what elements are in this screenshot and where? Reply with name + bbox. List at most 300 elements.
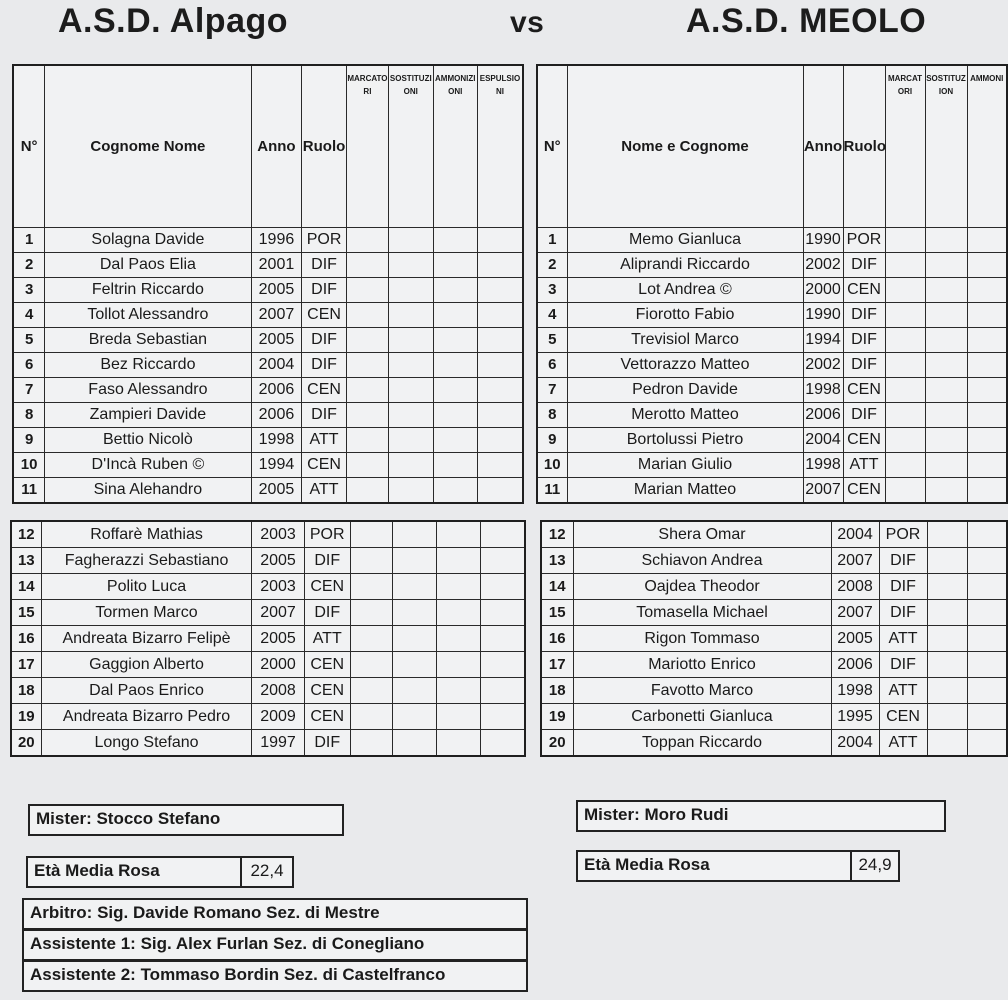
player-year: 2005: [252, 626, 304, 652]
empty-cell: [350, 600, 392, 626]
player-name: Oajdea Theodor: [573, 574, 831, 600]
col-num-header: N°: [537, 65, 567, 228]
empty-cell: [433, 453, 477, 478]
table-row: [13, 403, 523, 428]
empty-cell: [967, 478, 1007, 504]
player-name: Marian Giulio: [567, 453, 803, 478]
empty-cell: [477, 278, 523, 303]
empty-cell: [389, 378, 433, 403]
player-name: Longo Stefano: [41, 730, 252, 757]
player-name: Andreata Bizarro Felipè: [41, 626, 252, 652]
player-role: CEN: [879, 704, 927, 730]
empty-cell: [433, 428, 477, 453]
player-name: Fiorotto Fabio: [567, 303, 803, 328]
official-name: Sig. Davide Romano: [97, 903, 262, 922]
empty-cell: [925, 353, 967, 378]
empty-cell: [925, 478, 967, 504]
player-role: DIF: [843, 328, 885, 353]
empty-cell: [350, 704, 392, 730]
home-coach-label: Mister:: [36, 809, 92, 828]
player-name: Fagherazzi Sebastiano: [41, 548, 252, 574]
player-name: Dal Paos Enrico: [41, 678, 252, 704]
table-row: [537, 303, 1007, 328]
table-row: [537, 253, 1007, 278]
col-role-header: Ruolo: [843, 65, 885, 228]
player-year: 1998: [803, 378, 843, 403]
player-role: DIF: [879, 574, 927, 600]
empty-cell: [967, 678, 1007, 704]
player-year: 2000: [803, 278, 843, 303]
empty-cell: [967, 278, 1007, 303]
player-role: DIF: [843, 353, 885, 378]
empty-cell: [925, 403, 967, 428]
player-year: 2006: [251, 378, 302, 403]
empty-cell: [481, 626, 525, 652]
empty-cell: [392, 521, 436, 548]
empty-cell: [350, 521, 392, 548]
player-year: 1996: [251, 228, 302, 253]
table-row: [13, 278, 523, 303]
player-number: 4: [537, 303, 567, 328]
official-assistant-2: [22, 960, 528, 992]
player-role: CEN: [304, 704, 350, 730]
player-name: Memo Gianluca: [567, 228, 803, 253]
empty-cell: [927, 730, 967, 757]
player-role: DIF: [879, 652, 927, 678]
home-subs-body: [11, 521, 525, 756]
player-name: Zampieri Davide: [45, 403, 251, 428]
empty-cell: [967, 253, 1007, 278]
player-name: Trevisiol Marco: [567, 328, 803, 353]
player-role: CEN: [302, 453, 346, 478]
player-year: 2007: [803, 478, 843, 504]
empty-cell: [433, 278, 477, 303]
player-role: CEN: [302, 378, 346, 403]
empty-cell: [389, 403, 433, 428]
official-role: Arbitro:: [30, 903, 93, 922]
table-row: [11, 704, 525, 730]
empty-cell: [346, 403, 388, 428]
away-starters-table: [536, 64, 1008, 504]
empty-cell: [967, 403, 1007, 428]
col-ammonizioni-header: AMMONI: [967, 65, 1007, 228]
home-starters-table: [12, 64, 524, 504]
player-name: Andreata Bizarro Pedro: [41, 704, 252, 730]
empty-cell: [927, 626, 967, 652]
player-number: 6: [537, 353, 567, 378]
empty-cell: [437, 704, 481, 730]
player-role: ATT: [304, 626, 350, 652]
table-row: [13, 228, 523, 253]
player-year: 1990: [803, 228, 843, 253]
player-name: Roffarè Mathias: [41, 521, 252, 548]
player-number: 3: [537, 278, 567, 303]
player-name: Solagna Davide: [45, 228, 251, 253]
player-year: 2005: [252, 548, 304, 574]
table-row: [13, 328, 523, 353]
player-number: 15: [541, 600, 573, 626]
empty-cell: [477, 303, 523, 328]
player-name: Mariotto Enrico: [573, 652, 831, 678]
empty-cell: [433, 378, 477, 403]
empty-cell: [885, 253, 925, 278]
table-row: [541, 730, 1007, 757]
empty-cell: [389, 253, 433, 278]
player-number: 18: [541, 678, 573, 704]
player-role: CEN: [304, 574, 350, 600]
player-year: 2003: [252, 574, 304, 600]
empty-cell: [433, 478, 477, 504]
player-role: POR: [304, 521, 350, 548]
table-row: [13, 453, 523, 478]
official-section: Sez. di Mestre: [266, 903, 380, 922]
empty-cell: [350, 548, 392, 574]
table-row: [13, 428, 523, 453]
empty-cell: [967, 428, 1007, 453]
table-row: [11, 574, 525, 600]
empty-cell: [389, 478, 433, 504]
empty-cell: [481, 652, 525, 678]
player-year: 2001: [251, 253, 302, 278]
player-number: 1: [537, 228, 567, 253]
col-year-header: Anno: [803, 65, 843, 228]
player-year: 1998: [831, 678, 879, 704]
player-number: 14: [541, 574, 573, 600]
empty-cell: [346, 303, 388, 328]
official-assistant-1: [22, 929, 528, 961]
player-number: 20: [11, 730, 41, 757]
player-number: 10: [13, 453, 45, 478]
empty-cell: [885, 428, 925, 453]
player-name: Feltrin Riccardo: [45, 278, 251, 303]
player-name: Breda Sebastian: [45, 328, 251, 353]
empty-cell: [437, 730, 481, 757]
empty-cell: [346, 378, 388, 403]
player-role: CEN: [843, 478, 885, 504]
table-row: [537, 278, 1007, 303]
official-referee: [22, 898, 528, 930]
empty-cell: [392, 704, 436, 730]
empty-cell: [477, 353, 523, 378]
player-role: CEN: [843, 378, 885, 403]
player-name: Shera Omar: [573, 521, 831, 548]
player-year: 2008: [252, 678, 304, 704]
player-name: Lot Andrea ©: [567, 278, 803, 303]
player-number: 12: [11, 521, 41, 548]
player-name: Merotto Matteo: [567, 403, 803, 428]
home-avg-label: Età Media Rosa: [34, 861, 160, 880]
table-row: [11, 521, 525, 548]
player-name: Sina Alehandro: [45, 478, 251, 504]
home-avg-label-box: [26, 856, 242, 888]
empty-cell: [927, 652, 967, 678]
player-number: 2: [13, 253, 45, 278]
player-number: 14: [11, 574, 41, 600]
empty-cell: [885, 303, 925, 328]
empty-cell: [389, 328, 433, 353]
col-sostituzioni-header: SOSTITUZION: [925, 65, 967, 228]
player-name: Tollot Alessandro: [45, 303, 251, 328]
player-number: 9: [13, 428, 45, 453]
table-row: [537, 403, 1007, 428]
empty-cell: [885, 378, 925, 403]
player-role: CEN: [304, 652, 350, 678]
table-row: [11, 678, 525, 704]
empty-cell: [481, 548, 525, 574]
player-name: Favotto Marco: [573, 678, 831, 704]
empty-cell: [927, 548, 967, 574]
empty-cell: [925, 278, 967, 303]
player-name: Pedron Davide: [567, 378, 803, 403]
player-role: POR: [843, 228, 885, 253]
table-row: [537, 378, 1007, 403]
empty-cell: [392, 678, 436, 704]
empty-cell: [885, 328, 925, 353]
empty-cell: [481, 600, 525, 626]
player-name: Schiavon Andrea: [573, 548, 831, 574]
player-year: 2006: [251, 403, 302, 428]
empty-cell: [925, 428, 967, 453]
empty-cell: [433, 353, 477, 378]
home-coach-box: [28, 804, 344, 836]
empty-cell: [925, 303, 967, 328]
empty-cell: [885, 453, 925, 478]
player-role: CEN: [843, 278, 885, 303]
player-year: 1990: [803, 303, 843, 328]
player-number: 15: [11, 600, 41, 626]
table-row: [11, 730, 525, 757]
player-number: 12: [541, 521, 573, 548]
player-number: 19: [11, 704, 41, 730]
table-row: [13, 303, 523, 328]
empty-cell: [477, 478, 523, 504]
player-role: DIF: [879, 600, 927, 626]
empty-cell: [477, 328, 523, 353]
empty-cell: [350, 730, 392, 757]
player-role: DIF: [302, 353, 346, 378]
player-year: 2005: [251, 478, 302, 504]
player-year: 2007: [252, 600, 304, 626]
player-name: Tormen Marco: [41, 600, 252, 626]
player-number: 11: [13, 478, 45, 504]
player-role: DIF: [304, 730, 350, 757]
empty-cell: [433, 328, 477, 353]
player-role: CEN: [304, 678, 350, 704]
empty-cell: [392, 574, 436, 600]
col-year-header: Anno: [251, 65, 302, 228]
player-name: Gaggion Alberto: [41, 652, 252, 678]
empty-cell: [389, 453, 433, 478]
player-number: 5: [537, 328, 567, 353]
player-year: 2006: [803, 403, 843, 428]
table-row: [13, 378, 523, 403]
player-name: Polito Luca: [41, 574, 252, 600]
empty-cell: [346, 353, 388, 378]
player-name: Toppan Riccardo: [573, 730, 831, 757]
player-name: Rigon Tommaso: [573, 626, 831, 652]
empty-cell: [967, 730, 1007, 757]
empty-cell: [481, 574, 525, 600]
player-number: 16: [11, 626, 41, 652]
table-row: [11, 652, 525, 678]
empty-cell: [927, 574, 967, 600]
empty-cell: [392, 600, 436, 626]
empty-cell: [392, 730, 436, 757]
player-year: 2005: [251, 278, 302, 303]
player-number: 3: [13, 278, 45, 303]
empty-cell: [392, 652, 436, 678]
empty-cell: [389, 353, 433, 378]
away-avg-value: 24,9: [850, 850, 900, 882]
empty-cell: [477, 403, 523, 428]
empty-cell: [433, 253, 477, 278]
player-number: 2: [537, 253, 567, 278]
table-row: [541, 548, 1007, 574]
empty-cell: [433, 303, 477, 328]
empty-cell: [477, 428, 523, 453]
empty-cell: [925, 328, 967, 353]
empty-cell: [346, 278, 388, 303]
player-role: DIF: [304, 548, 350, 574]
home-subs-table: [10, 520, 526, 757]
away-avg-label: Età Media Rosa: [584, 855, 710, 874]
empty-cell: [389, 428, 433, 453]
table-row: [13, 253, 523, 278]
player-number: 9: [537, 428, 567, 453]
table-row: [13, 353, 523, 378]
player-role: DIF: [843, 303, 885, 328]
player-number: 7: [13, 378, 45, 403]
table-row: [537, 478, 1007, 504]
player-year: 2003: [252, 521, 304, 548]
table-row: [537, 453, 1007, 478]
empty-cell: [437, 626, 481, 652]
empty-cell: [477, 253, 523, 278]
player-year: 2000: [252, 652, 304, 678]
empty-cell: [885, 353, 925, 378]
empty-cell: [350, 626, 392, 652]
player-number: 18: [11, 678, 41, 704]
player-number: 6: [13, 353, 45, 378]
home-team-title: A.S.D. Alpago: [58, 2, 289, 40]
player-name: Bortolussi Pietro: [567, 428, 803, 453]
empty-cell: [433, 403, 477, 428]
empty-cell: [967, 704, 1007, 730]
col-marcatori-header: MARCATORI: [346, 65, 388, 228]
player-year: 2004: [803, 428, 843, 453]
table-header: [13, 65, 523, 228]
vs-label: vs: [510, 6, 545, 39]
empty-cell: [346, 428, 388, 453]
player-role: ATT: [879, 730, 927, 757]
player-year: 1994: [803, 328, 843, 353]
col-marcatori-header: MARCATORI: [885, 65, 925, 228]
empty-cell: [481, 730, 525, 757]
table-row: [537, 353, 1007, 378]
player-role: ATT: [302, 428, 346, 453]
empty-cell: [967, 600, 1007, 626]
home-starters-body: [13, 228, 523, 504]
empty-cell: [925, 378, 967, 403]
table-header: [537, 65, 1007, 228]
empty-cell: [346, 328, 388, 353]
player-name: Vettorazzo Matteo: [567, 353, 803, 378]
empty-cell: [885, 228, 925, 253]
col-sostituzioni-header: SOSTITUZIONI: [389, 65, 433, 228]
empty-cell: [437, 678, 481, 704]
empty-cell: [927, 521, 967, 548]
player-role: DIF: [302, 328, 346, 353]
player-year: 2002: [803, 253, 843, 278]
player-name: D'Incà Ruben ©: [45, 453, 251, 478]
player-year: 2007: [831, 600, 879, 626]
table-row: [541, 704, 1007, 730]
empty-cell: [350, 574, 392, 600]
table-row: [541, 574, 1007, 600]
empty-cell: [967, 521, 1007, 548]
table-row: [11, 626, 525, 652]
player-number: 13: [541, 548, 573, 574]
empty-cell: [346, 453, 388, 478]
player-year: 2005: [251, 328, 302, 353]
table-row: [11, 600, 525, 626]
home-avg-value: 22,4: [240, 856, 294, 888]
player-number: 8: [537, 403, 567, 428]
empty-cell: [967, 453, 1007, 478]
table-row: [541, 521, 1007, 548]
empty-cell: [967, 626, 1007, 652]
empty-cell: [477, 378, 523, 403]
empty-cell: [477, 228, 523, 253]
player-year: 2008: [831, 574, 879, 600]
player-number: 11: [537, 478, 567, 504]
official-section: Sez. di Castelfranco: [283, 965, 446, 984]
player-name: Tomasella Michael: [573, 600, 831, 626]
table-row: [541, 600, 1007, 626]
empty-cell: [967, 303, 1007, 328]
empty-cell: [885, 478, 925, 504]
player-year: 2004: [831, 521, 879, 548]
table-row: [537, 228, 1007, 253]
table-row: [13, 478, 523, 504]
empty-cell: [437, 548, 481, 574]
empty-cell: [481, 521, 525, 548]
player-role: DIF: [302, 403, 346, 428]
player-role: ATT: [302, 478, 346, 504]
empty-cell: [967, 328, 1007, 353]
player-role: DIF: [302, 278, 346, 303]
away-subs-table: [540, 520, 1008, 757]
player-role: POR: [879, 521, 927, 548]
table-row: [537, 328, 1007, 353]
player-name: Aliprandi Riccardo: [567, 253, 803, 278]
player-number: 8: [13, 403, 45, 428]
player-role: DIF: [843, 403, 885, 428]
player-role: DIF: [879, 548, 927, 574]
col-espulsioni-header: ESPULSIONI: [477, 65, 523, 228]
player-role: CEN: [302, 303, 346, 328]
player-number: 17: [11, 652, 41, 678]
empty-cell: [346, 253, 388, 278]
col-role-header: Ruolo: [302, 65, 346, 228]
official-section: Sez. di Conegliano: [273, 934, 425, 953]
empty-cell: [927, 600, 967, 626]
table-row: [541, 626, 1007, 652]
player-name: Bettio Nicolò: [45, 428, 251, 453]
empty-cell: [967, 353, 1007, 378]
away-coach-box: [576, 800, 946, 832]
player-year: 2007: [251, 303, 302, 328]
